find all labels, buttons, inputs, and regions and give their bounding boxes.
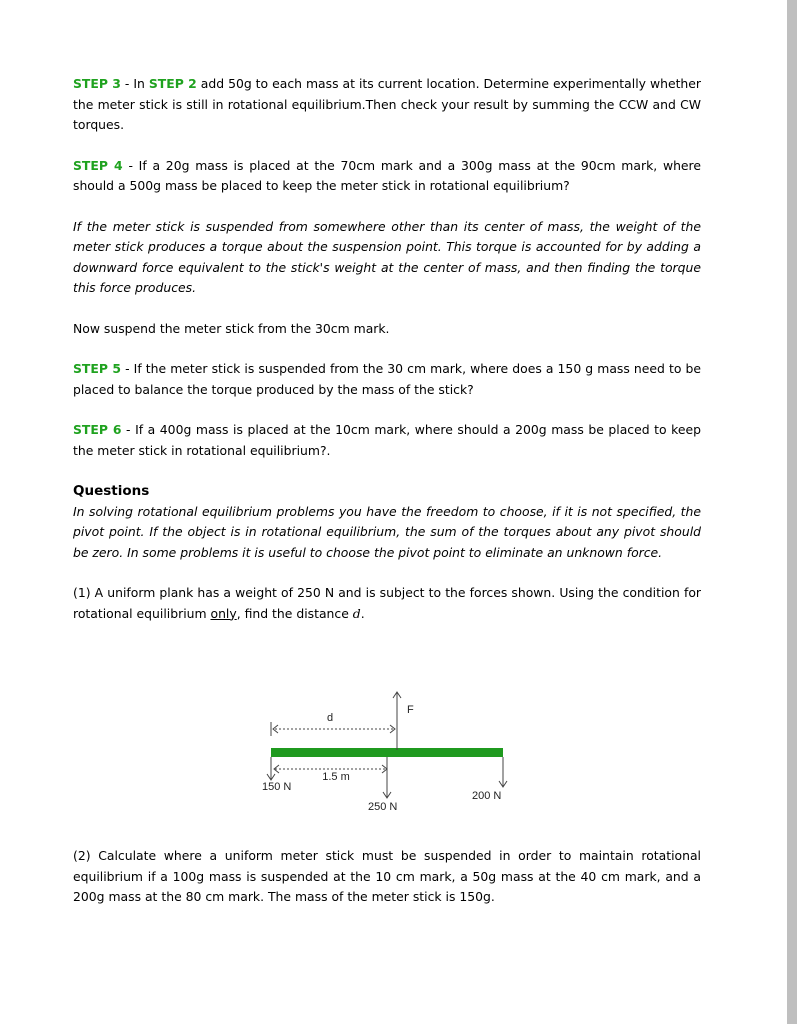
step4-paragraph — [73, 156, 701, 197]
label-200n: 200 N — [472, 790, 502, 802]
step5-label: STEP 5 — [73, 361, 122, 376]
questions-intro: In solving rotational equilibrium problems you have the freedom to choose, if it is not specified, the pivot point. If the object is in rotational equilibrium, the sum of the torques about any pivot should be zero. In some problems it is useful to choose the pivot point to eliminate an unknown force. — [73, 503, 701, 560]
step6-text: - If a 400g mass is placed at the 10cm mark, where should a 200g mass be placed to keep the meter stick in rotational equilibrium?. — [73, 422, 702, 458]
step3-sep: - In — [120, 76, 149, 91]
step4-label: STEP 4 — [73, 157, 123, 173]
step4-text: - If a 20g mass is placed at the 70cm mark and a 300g mass at the 90cm mark, where should a 500g mass be placed to keep the meter stick in rotational equilibrium? — [73, 157, 701, 193]
questions-heading: Questions — [73, 483, 150, 499]
step3-text: add 50g to each mass at its current location. Determine experimentally whether the meter stick is still in rotational equilibrium.Then check your result by summing the CCW and CW torques. — [73, 76, 701, 132]
step6-paragraph — [73, 420, 701, 461]
f-label: F — [407, 704, 414, 716]
suspend-instruction: Now suspend the meter stick from the 30cm mark. — [73, 320, 390, 336]
step3-label: STEP 3 — [73, 76, 121, 91]
step2-ref: STEP 2 — [148, 76, 197, 91]
dist-label: 1.5 m — [322, 771, 350, 783]
q1-only: only — [210, 605, 237, 621]
step6-label: STEP 6 — [73, 422, 122, 437]
step5-paragraph — [73, 359, 701, 400]
q1-end: . — [360, 605, 365, 621]
center-of-mass-note: If the meter stick is suspended from somewhere other than its center of mass, the weight of the meter stick produces a torque about the suspension point. This torque is accounted for by adding a downward force equivalent to the stick's weight at the center of mass, and then finding the torque this force produces. — [73, 218, 701, 295]
step3-paragraph — [73, 74, 701, 136]
document-page — [73, 74, 701, 644]
question-2: (2) Calculate where a uniform meter stick must be suspended in order to maintain rotational equilibrium if a 100g mass is suspended at the 10 cm mark, a 50g mass at the 40 cm mark, and a 200g mass at the 80 cm mark. The mass of the meter stick is 150g. — [73, 848, 701, 905]
page-edge — [787, 0, 797, 1024]
label-250n: 250 N — [368, 801, 398, 813]
question-1 — [73, 583, 701, 624]
q1-after: , find the distance — [236, 605, 353, 621]
step5-text: - If the meter stick is suspended from the 30 cm mark, where does a 150 g mass need to be placed to balance the torque produced by the mass of the stick? — [73, 361, 701, 397]
q1-variable: d — [352, 605, 361, 621]
d-label: d — [326, 712, 334, 724]
plank-diagram — [250, 688, 530, 818]
label-150n: 150 N — [262, 781, 292, 793]
plank — [271, 748, 503, 757]
q1-before: (1) A uniform plank has a weight of 250 N and is subject to the forces shown. Using the condition for rotational equilibrium — [73, 585, 701, 621]
